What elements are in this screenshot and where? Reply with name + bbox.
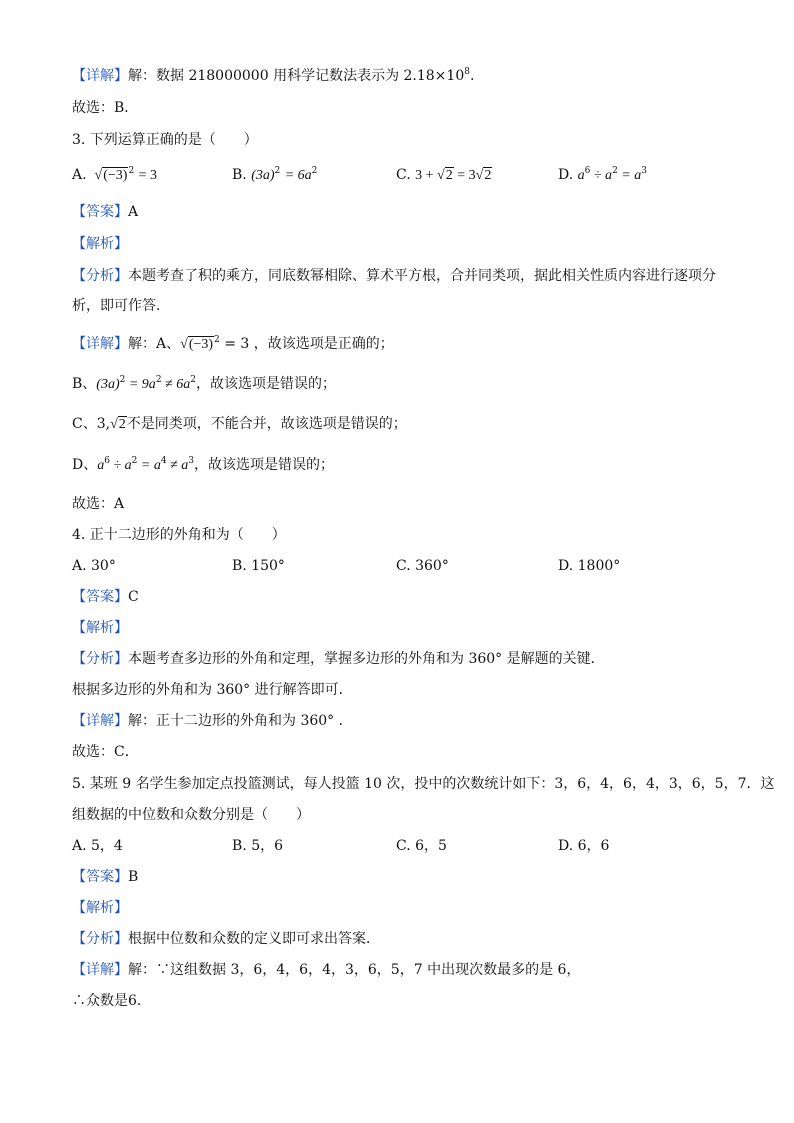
q2-final: 故选：B． — [72, 100, 139, 116]
detail-tag: 【详解】 — [72, 713, 128, 729]
q4-reasoning-cont: 根据多边形的外角和为 360° 进行解答即可． — [72, 682, 353, 698]
analysis-tag: 【解析】 — [72, 620, 128, 636]
q5-analysis-tag — [72, 898, 128, 918]
rhs: = 3 — [138, 168, 158, 183]
radicand: 2 — [484, 168, 492, 183]
option-label: C. — [396, 167, 411, 183]
reasoning-text: 根据中位数和众数的定义即可求出答案． — [128, 931, 380, 947]
q3-option-d — [558, 165, 647, 186]
detail-text: 解：∵这组数据 3，6，4，6，4，3，6，5，7 中出现次数最多的是 6， — [128, 962, 581, 978]
detail-text: 不是同类项，不能合并，故该选项是错误的； — [126, 416, 407, 432]
q2-detail-text: 解：数据 218000000 用科学记数法表示为 2.18×10 — [128, 68, 465, 84]
analysis-tag: 【解析】 — [72, 236, 128, 252]
mid: = 3 — [453, 168, 476, 183]
q4-detail — [72, 711, 353, 731]
q4-final: 故选：C． — [72, 744, 139, 760]
q5-detail — [72, 960, 580, 980]
exponent: 3 — [641, 166, 647, 176]
answer-value: A — [128, 204, 139, 220]
q3-analysis-tag — [72, 234, 128, 254]
expr: ≠ 6a — [161, 377, 191, 392]
q5-option-b: B. 5，6 — [232, 838, 284, 854]
detail-tag: 【详解】 — [72, 962, 128, 978]
detail-text: B、 — [72, 376, 97, 392]
exponent: 8 — [464, 67, 470, 77]
q5-stem: 5. 某班 9 名学生参加定点投篮测试，每人投篮 10 次，投中的次数统计如下：3，6，4，6，4，3，6，5，7．这 — [72, 776, 775, 792]
expr: = a — [137, 458, 161, 473]
exponent: 2 — [214, 335, 220, 345]
q4-reasoning — [72, 649, 605, 669]
base: (3a) — [251, 168, 275, 183]
base: (3a) — [96, 377, 120, 392]
detail-text: D、 — [72, 457, 98, 473]
exponent: 2 — [155, 375, 162, 385]
q4-option-b: B. 150° — [232, 558, 285, 574]
base: a — [577, 168, 585, 183]
q5-option-a: A. 5，4 — [72, 838, 123, 854]
q5-answer — [72, 867, 138, 887]
answer-tag: 【答案】 — [72, 589, 128, 605]
reasoning-tag: 【分析】 — [72, 268, 128, 284]
detail-text: 解：A、 — [128, 336, 181, 352]
exponent: 3 — [188, 456, 194, 466]
q4-analysis-tag — [72, 618, 128, 638]
answer-value: C — [128, 589, 139, 605]
exponent: 2 — [311, 166, 318, 176]
q5-final: ∴众数是6. — [72, 993, 142, 1009]
q3-reasoning — [72, 266, 716, 286]
detail-tag: 【详解】 — [72, 336, 128, 352]
radicand: (−3) — [188, 337, 214, 352]
analysis-tag: 【解析】 — [72, 900, 128, 916]
exponent: 6 — [584, 166, 591, 176]
rhs: = 6a — [284, 168, 312, 183]
radicand: 2 — [118, 417, 126, 432]
q3-option-c: C. 3 + √2 = 3√2 — [396, 167, 492, 183]
q3-answer — [72, 202, 138, 222]
reasoning-tag: 【分析】 — [72, 651, 128, 667]
answer-value: B — [128, 869, 139, 885]
q2-detail-line — [72, 66, 474, 86]
operator: ÷ a — [590, 168, 613, 183]
expr: ≠ a — [166, 458, 189, 473]
q4-option-a: A. 30° — [72, 558, 116, 574]
q3-detail-c: C、3,√2不是同类项，不能合并，故该选项是错误的； — [72, 416, 407, 432]
base: a — [97, 458, 105, 473]
q3-detail-d — [72, 455, 334, 476]
detail-text: 解：正十二边形的外角和为 360° ． — [128, 713, 353, 729]
exponent: 2 — [274, 166, 281, 176]
answer-tag: 【答案】 — [72, 869, 128, 885]
q5-reasoning — [72, 929, 380, 949]
operator: ÷ a — [109, 458, 132, 473]
option-label: B. — [232, 167, 247, 183]
rhs: = a — [617, 168, 642, 183]
radicand: 2 — [445, 168, 453, 183]
q3-final: 故选：A — [72, 496, 125, 512]
exponent: 2 — [128, 166, 135, 176]
q3-option-a: A. $√(-3)^2 = 3$ — [72, 166, 158, 183]
q5-stem-cont: 组数据的中位数和众数分别是（ ） — [72, 807, 310, 823]
expr: = 9a — [125, 377, 156, 392]
detail-text: = 3 ，故该选项是正确的； — [219, 336, 394, 352]
reasoning-tag: 【分析】 — [72, 931, 128, 947]
exponent: 2 — [131, 456, 138, 466]
q5-option-d: D. 6，6 — [558, 838, 610, 854]
option-label: A. — [72, 167, 87, 183]
detail-text: ，故该选项是错误的； — [195, 376, 336, 392]
detail-text: C、3, — [72, 416, 111, 432]
q4-option-c: C. 360° — [396, 558, 449, 574]
q4-stem: 4. 正十二边形的外角和为（ ） — [72, 527, 286, 543]
exponent: 2 — [612, 166, 618, 176]
lhs: 3 + — [415, 168, 438, 183]
period: . — [469, 68, 475, 84]
q3-option-b — [232, 165, 317, 186]
reasoning-text: 本题考查多边形的外角和定理，掌握多边形的外角和为 360° 是解题的关键． — [128, 651, 605, 667]
reasoning-text: 本题考查了积的乘方，同底数幂相除、算术平方根，合并同类项，据此相关性质内容进行逐项分 — [128, 268, 716, 284]
detail-tag: 【详解】 — [72, 68, 128, 84]
answer-tag: 【答案】 — [72, 204, 128, 220]
exponent: 4 — [160, 456, 167, 466]
q3-reasoning-cont: 析，即可作答． — [72, 298, 170, 314]
radicand: (−3) — [103, 168, 128, 183]
option-label: D. — [558, 167, 574, 183]
exponent: 6 — [104, 456, 110, 466]
q4-option-d: D. 1800° — [558, 558, 621, 574]
exponent: 2 — [119, 375, 126, 385]
detail-text: ，故该选项是错误的； — [194, 457, 334, 473]
exponent: 2 — [190, 375, 196, 385]
q3-detail-b — [72, 374, 336, 395]
q3-detail-a: 【详解】解：A、$√(-3)^2 = 3$ ，故该选项是正确的； — [72, 335, 394, 352]
q4-answer — [72, 587, 139, 607]
q5-option-c: C. 6，5 — [396, 838, 447, 854]
q3-stem: 3. 下列运算正确的是（ ） — [72, 132, 258, 148]
